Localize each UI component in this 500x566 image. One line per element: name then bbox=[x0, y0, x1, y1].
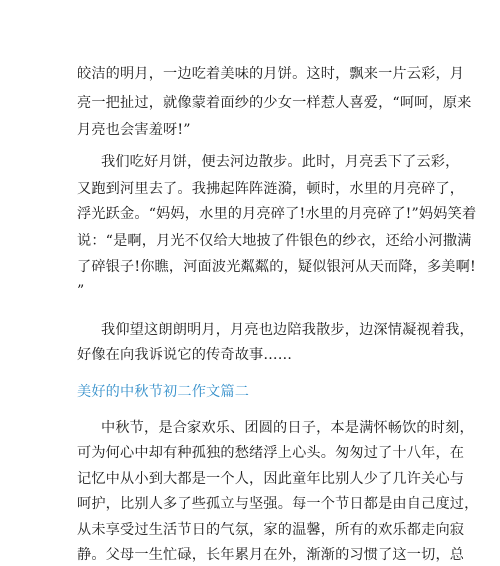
paragraph-3-line-1: 我仰望这朗朗明月，月亮也边陪我散步，边深情凝视着我， bbox=[101, 322, 474, 338]
paragraph-2-line-4: 说：“是啊，月光不仅给大地披了件银色的纱衣，还给小河撒满 bbox=[77, 233, 472, 249]
paragraph-2-line-1: 我们吃好月饼，便去河边散步。此时，月亮丢下了云彩， bbox=[101, 154, 460, 170]
paragraph-4-line-2: 可为何心中却有种孤独的愁绪浮上心头。匆匆过了十八年，在 bbox=[77, 445, 465, 461]
paragraph-4-line-6: 静。父母一生忙碌，长年累月在外，渐渐的习惯了这一切，总 bbox=[77, 547, 465, 563]
paragraph-1-line-2: 亮一把扯过，就像蒙着面纱的少女一样惹人喜爱，“呵呵，原来 bbox=[77, 95, 472, 111]
paragraph-4-line-4: 呵护，比别人多了些孤立与坚强。每一个节日都是由自己度过， bbox=[77, 496, 479, 512]
section-heading: 美好的中秋节初二作文篇二 bbox=[77, 384, 250, 400]
paragraph-1-line-3: 月亮也会害羞呀!” bbox=[77, 122, 191, 138]
paragraph-1-line-1: 皎洁的明月，一边吃着美味的月饼。这时，飘来一片云彩，月 bbox=[77, 66, 465, 82]
paragraph-4-line-1: 中秋节，是合家欢乐、团圆的日子，本是满怀畅饮的时刻， bbox=[101, 420, 474, 436]
paragraph-3-line-2: 好像在向我诉说它的传奇故事…… bbox=[77, 347, 293, 363]
paragraph-2-line-3: 浮光跃金。“妈妈，水里的月亮碎了!水里的月亮碎了!”妈妈笑着 bbox=[77, 206, 477, 222]
paragraph-2-line-5: 了碎银子!你瞧，河面波光粼粼的，疑似银河从天而降，多美啊! bbox=[77, 259, 476, 275]
paragraph-2-line-6: ” bbox=[77, 283, 85, 299]
paragraph-4-line-3: 记忆中从小到大都是一个人，因此童年比别人少了几许关心与 bbox=[77, 471, 465, 487]
paragraph-4-line-5: 从未享受过生活节日的气氛，家的温馨，所有的欢乐都走向寂 bbox=[77, 522, 465, 538]
paragraph-2-line-2: 又跑到河里去了。我拂起阵阵涟漪，顿时，水里的月亮碎了， bbox=[77, 181, 465, 197]
